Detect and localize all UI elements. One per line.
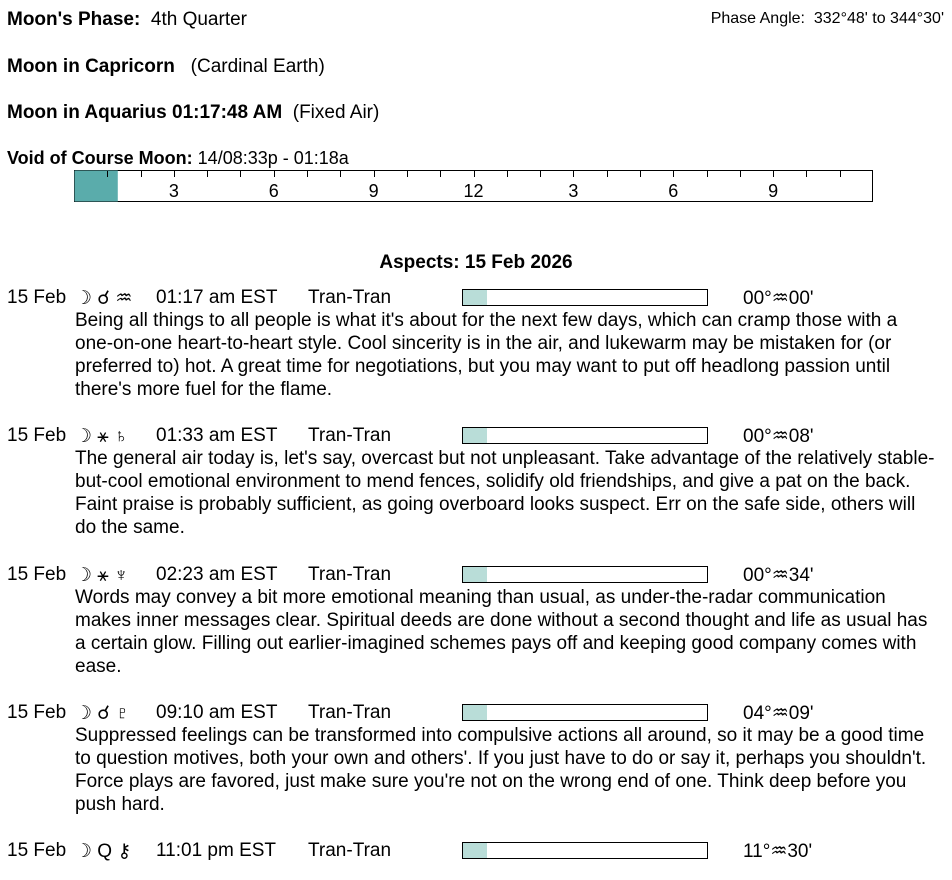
timeline-tick-label: 3: [568, 181, 579, 201]
aspect-strength-bar: [462, 704, 708, 721]
void-of-course: [7, 148, 349, 169]
aspect-strength-fill: [463, 290, 487, 305]
aspect-degree: 04°♒09': [743, 703, 814, 724]
timeline-tick-label: 9: [368, 181, 379, 201]
timeline-tick-label: 6: [268, 181, 279, 201]
aspect-type: Tran-Tran: [308, 702, 392, 723]
moon-sign-1-detail: (Cardinal Earth): [190, 56, 325, 77]
aspect-strength-fill: [463, 567, 487, 582]
aspect-row: [7, 702, 947, 726]
moon-sign-2-detail: (Fixed Air): [292, 102, 380, 123]
aspect-description: Words may convey a bit more emotional meaning than usual, as under-the-radar communication makes inner messages clear. Spiritual deeds are done without a second thought and life as usual has a certain glow. Filling out earlier-imagined schemes pays off and keeping good company comes with ease.: [75, 587, 928, 677]
aspect-row: [7, 425, 947, 449]
aspect-glyphs: ☽ Q ⚷: [75, 841, 132, 862]
phase-angle-label: Phase Angle:: [710, 10, 805, 27]
aspect-strength-fill: [463, 705, 487, 720]
aspect-time: 01:17 am EST: [156, 287, 278, 308]
aspect-strength-bar: [462, 427, 708, 444]
timeline-tick-label: 3: [168, 181, 179, 201]
aspect-glyphs: ☽ ⚹ ♆: [75, 565, 129, 586]
aspect-row: [7, 840, 947, 864]
moon-sign-2: [7, 102, 379, 124]
aspect-row: [7, 564, 947, 588]
void-period-fill: [75, 171, 118, 202]
aspect-type: Tran-Tran: [308, 840, 392, 861]
aspect-degree: 00°♒08': [743, 426, 814, 447]
aspect-type: Tran-Tran: [308, 425, 392, 446]
aspect-date: 15 Feb: [7, 287, 67, 308]
moon-sign-1-label: Moon in Capricorn: [7, 56, 175, 77]
aspect-date: 15 Feb: [7, 564, 67, 585]
moon-sign-2-label: Moon in Aquarius 01:17:48 AM: [7, 102, 283, 123]
aspect-date: 15 Feb: [7, 702, 67, 723]
aspect-time: 02:23 am EST: [156, 564, 278, 585]
timeline-tick-label: 6: [668, 181, 679, 201]
aspect-strength-bar: [462, 566, 708, 583]
aspect-degree: 00°♒34': [743, 565, 814, 586]
timeline-tick-label: 9: [768, 181, 779, 201]
aspect-glyphs: ☽ ⚹ ♄: [75, 426, 129, 447]
aspect-date: 15 Feb: [7, 840, 67, 861]
aspect-description: The general air today is, let's say, overcast but not unpleasant. Take advantage of the relatively stable-but-cool emotional environment to mend fences, solidify old friendships, and give a pat on the back. Faint praise is probably sufficient, as going overboard looks suspect. Err on the safe side, others will do the same.: [75, 448, 935, 538]
aspect-description: Being all things to all people is what it's about for the next few days, which can cramp those with a one-on-one heart-to-heart style. Cool sincerity is in the air, and lukewarm may be mistaken for (or preferred to) hot. A great time for negotiations, but you may want to put off headlong passion until there's more fuel for the flame.: [75, 310, 898, 400]
aspect-glyphs: ☽ ☌ ♒: [75, 288, 133, 309]
phase-angle: [711, 10, 944, 28]
void-of-course-timeline: [74, 170, 873, 202]
moon-phase-value: 4th Quarter: [150, 9, 247, 30]
void-of-course-value: 14/08:33p - 01:18a: [197, 148, 349, 168]
moon-phase-line: [7, 9, 247, 31]
aspect-time: 11:01 pm EST: [156, 840, 277, 861]
aspect-row: [7, 287, 947, 311]
phase-angle-value: 332°48' to 344°30': [813, 10, 944, 27]
aspect-degree: 00°♒00': [743, 288, 814, 309]
aspect-strength-bar: [462, 289, 708, 306]
aspect-glyphs: ☽ ☌ ♇: [75, 703, 130, 724]
timeline-tick-label: 12: [463, 181, 484, 201]
aspect-description: Suppressed feelings can be transformed into compulsive actions all around, so it may be a good time to question motives, both your own and others'. If you just have to do or say it, perhaps you shouldn't. Force plays are favored, just make sure you're not on the wrong end of one. Think deep before you push hard.: [75, 725, 927, 815]
aspects-title: Aspects: 15 Feb 2026: [379, 252, 573, 273]
aspect-strength-fill: [463, 843, 487, 858]
aspect-type: Tran-Tran: [308, 564, 392, 585]
moon-sign-1: [7, 56, 325, 78]
aspect-degree: 11°♒30': [743, 841, 813, 862]
aspect-time: 01:33 am EST: [156, 425, 278, 446]
moon-phase-label: Moon's Phase:: [7, 9, 141, 30]
aspect-time: 09:10 am EST: [156, 702, 278, 723]
aspect-type: Tran-Tran: [308, 287, 392, 308]
void-of-course-label: Void of Course Moon:: [7, 148, 193, 168]
aspect-date: 15 Feb: [7, 425, 67, 446]
aspect-strength-fill: [463, 428, 487, 443]
aspect-strength-bar: [462, 842, 708, 859]
